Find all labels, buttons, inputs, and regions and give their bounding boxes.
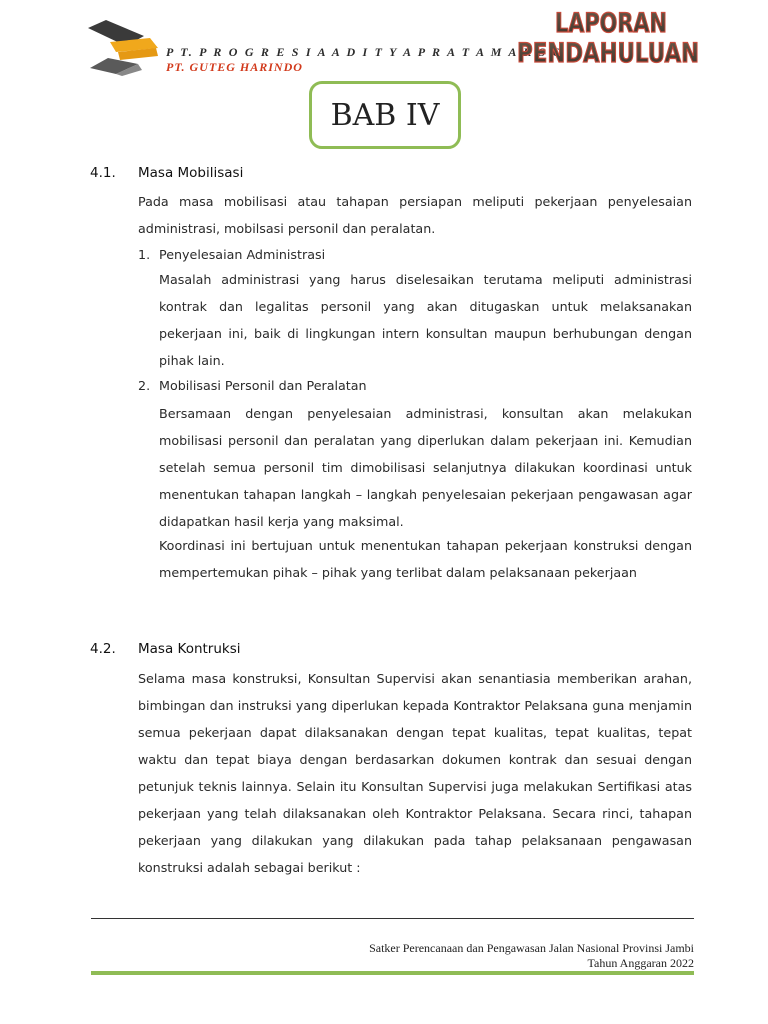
list-item-paragraph: Bersamaan dengan penyelesaian administrasi, konsultan akan melakukan mobilisasi personil dan peralatan yang diperlukan dalam pekerjaan ini. Kemudian setelah semua personil tim dimobilisasi selanjutnya dilakukan koordinasi untuk menentukan tahapan langkah – langkah penyelesaian pekerjaan pengawasan agar didapatkan hasil kerja yang maksimal.: [159, 406, 692, 529]
report-title-wordart: [514, 6, 704, 68]
section-heading: [90, 165, 243, 181]
list-item-number: 1.: [138, 247, 151, 262]
footer-divider: [91, 918, 694, 919]
footer-accent-bar: [91, 971, 694, 975]
list-item-paragraph: Koordinasi ini bertujuan untuk menentukan tahapan pekerjaan konstruksi dengan mempertemukan pihak – pihak yang terlibat dalam pelaksanaan pekerjaan: [159, 538, 692, 580]
section-heading: [90, 641, 241, 657]
company-name-partner: PT. GUTEG HARINDO: [166, 60, 303, 74]
footer-line-year: Tahun Anggaran 2022: [587, 956, 694, 970]
report-title-line2: PENDAHULUAN: [517, 38, 699, 69]
footer-line-office: Satker Perencanaan dan Pengawasan Jalan Nasional Provinsi Jambi: [369, 941, 694, 955]
report-title-line1: LAPORAN: [555, 8, 667, 39]
company-name-primary: P T. P R O G R E S I A A D I T Y A P R A T A M A K S O: [166, 45, 564, 59]
chapter-title-box: [309, 81, 461, 149]
list-item-paragraph: Masalah administrasi yang harus diselesaikan terutama meliputi administrasi kontrak dan legalitas personil yang akan ditugaskan untuk melaksanakan pekerjaan ini, baik di lingkungan intern konsultan maupun berhubungan dengan pihak lain.: [159, 272, 692, 368]
list-item-title: Penyelesaian Administrasi: [159, 247, 326, 262]
list-item-heading: [138, 245, 325, 265]
list-item-heading: [138, 376, 367, 396]
company-logo-icon: [86, 18, 166, 76]
section-title: Masa Mobilisasi: [138, 165, 244, 181]
page-header: [0, 0, 768, 90]
section-intro: Selama masa konstruksi, Konsultan Supervisi akan senantiasia memberikan arahan, bimbingan dan instruksi yang diperlukan kepada Kontraktor Pelaksana guna menjamin semua pekerjaan dapat dilaksanakan dengan tepat kualitas, tepat kualitas, tepat waktu dan tepat biaya dengan berdasarkan dokumen kontrak dan sesuai dengan petunjuk teknis lainnya. Selain itu Konsultan Supervisi juga melakukan Sertifikasi atas pekerjaan yang telah dilaksanakan oleh Kontraktor Pelaksana. Secara rinci, tahapan pekerjaan yang dilakukan yang dilakukan pada tahap pelaksanaan pengawasan konstruksi adalah sebagai berikut :: [138, 671, 692, 875]
page-footer: [369, 941, 694, 971]
chapter-title: BAB IV: [330, 97, 440, 133]
list-item-title: Mobilisasi Personil dan Peralatan: [159, 378, 367, 393]
list-item-number: 2.: [138, 378, 151, 393]
section-intro: Pada masa mobilisasi atau tahapan persiapan meliputi pekerjaan penyelesaian administrasi, mobilsasi personil dan peralatan.: [138, 194, 692, 236]
section-number: 4.2.: [90, 641, 116, 657]
section-title: Masa Kontruksi: [138, 641, 241, 657]
section-number: 4.1.: [90, 165, 116, 181]
company-name: [166, 45, 563, 75]
